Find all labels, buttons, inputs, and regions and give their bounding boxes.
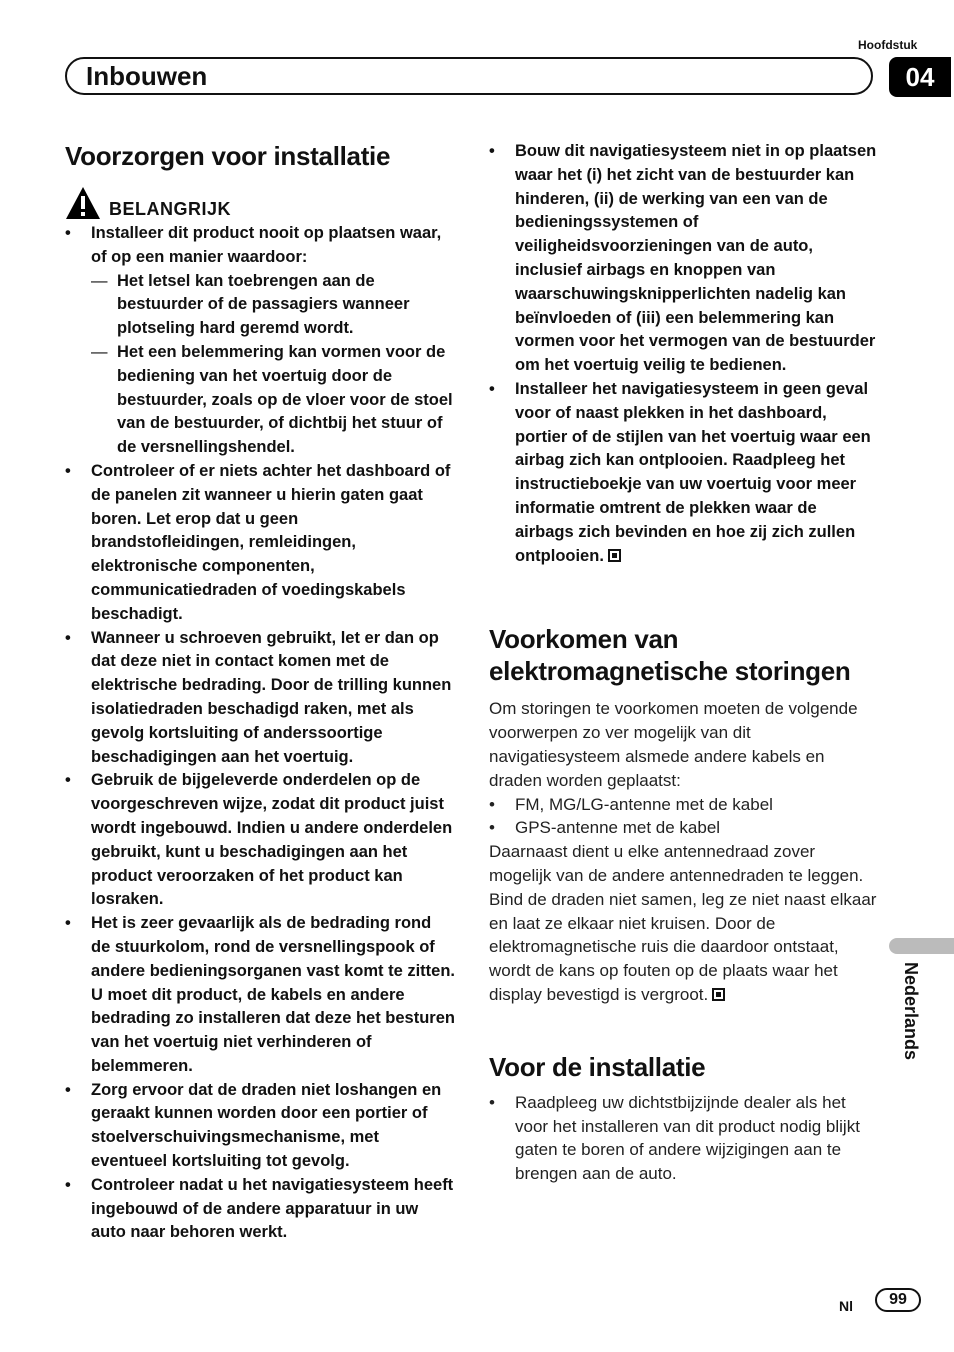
dash-icon: —	[91, 271, 108, 290]
list-item	[489, 816, 879, 840]
bullet-icon: •	[65, 914, 71, 933]
bullet-icon: •	[65, 461, 71, 480]
dash-item-text: Het een belemmering kan vormen voor de bediening van het voertuig door de bestuurder, zoals op de vloer voor de stoel van de bestuurder, of dichtbij het stuur of de versnellingshendel.	[117, 342, 453, 457]
list-item-text: Bouw dit navigatiesysteem niet in op plaatsen waar het (i) het zicht van de bestuurder kan hinderen, (ii) de werking van een van de bedieningssystemen of veiligheidsvoorzieningen van de auto, inclusief airbags en knoppen van waarschuwingsknipperlichten nadelig kan beïnvloeden of (iii) een belemmering kan vormen voor het vermogen van de bestuurder om het voertuig veilig te bedienen.	[515, 142, 877, 375]
bullet-icon: •	[489, 142, 495, 160]
list-item	[65, 1174, 455, 1245]
list-item	[489, 793, 879, 817]
heading-line: elektromagnetische storingen	[489, 656, 851, 687]
list-item-text: Het is zeer gevaarlijk als de bedrading rond de stuurkolom, rond de versnellingspook of andere bedieningsorganen vast komt te zitten. U moet dit product, de kabels en andere bedrading zo installeren dat deze het besturen van het voertuig niet verhinderen of belemmeren.	[91, 914, 455, 1075]
warning-label: BELANGRIJK	[109, 199, 232, 219]
list-item	[489, 378, 879, 568]
dash-item	[91, 270, 455, 341]
list-item-text: Wanneer u schroeven gebruikt, let er dan op dat deze niet in contact komen met de elektrische bedrading. Door de trilling kunnen isolatiedraden beschadigd raken, met als gevolg kortsluiting of anderssoortige beschadigingen aan het voertuig.	[91, 628, 452, 766]
list-item	[65, 460, 455, 627]
body-text: Daarnaast dient u elke antennedraad zover mogelijk van de andere antennedraden te leggen. Bind de draden niet samen, leg ze niet naast elkaar en laat ze elkaar niet kruisen. Door de elektromagnetische ruis die daardoor ontstaat, wordt de kans op fouten op de plaats waar het display bevestigd is vergroot.	[489, 842, 877, 1004]
chapter-title: Inbouwen	[86, 61, 208, 91]
precautions-list	[65, 222, 455, 1245]
language-tab-marker	[889, 938, 954, 954]
list-item	[489, 1091, 879, 1186]
list-item	[489, 140, 879, 378]
end-of-section-icon	[712, 988, 725, 1001]
language-code: Nl	[839, 1298, 853, 1314]
list-item-text: Gebruik de bijgeleverde onderdelen op de voorgeschreven wijze, zodat dit product juist wordt ingebouwd. Indien u andere onderdelen gebruikt, kunt u beschadigingen aan het product veroorzaken of het product kan losraken.	[91, 771, 453, 909]
right-column	[489, 140, 879, 1186]
language-side-label	[897, 962, 927, 1082]
list-item	[65, 912, 455, 1079]
warning-header	[65, 186, 455, 220]
bullet-icon: •	[65, 771, 71, 790]
chapter-number-badge: 04	[889, 57, 951, 97]
dash-icon: —	[91, 342, 108, 361]
list-item-text: Raadpleeg uw dichtstbijzijnde dealer als het voor het installeren van dit product nodig blijkt gaten te boren of andere wijzigingen aan te brengen aan de auto.	[515, 1092, 860, 1184]
chapter-caption: Hoofdstuk	[858, 38, 918, 52]
before-installation-list	[489, 1091, 879, 1186]
list-item	[65, 1079, 455, 1174]
bullet-icon: •	[65, 628, 71, 647]
bullet-icon: •	[489, 379, 495, 398]
list-item-text: Zorg ervoor dat de draden niet loshangen en geraakt kunnen worden door een portier of stoelverschuivingsmechanisme, met eventueel kortsluiting tot gevolg.	[91, 1080, 442, 1171]
section-heading-precautions: Voorzorgen voor installatie	[65, 141, 391, 171]
left-column	[65, 140, 455, 1245]
section-heading-interference	[489, 623, 879, 687]
interference-intro: Om storingen te voorkomen moeten de volgende voorwerpen zo ver mogelijk van dit navigatiesysteem alsmede andere kabels en draden worden geplaatst:	[489, 699, 858, 790]
list-item-text: GPS-antenne met de kabel	[515, 818, 721, 838]
list-item-text: Installeer dit product nooit op plaatsen waar, of op een manier waardoor:	[91, 224, 442, 266]
list-item	[65, 222, 455, 460]
dash-item-text: Het letsel kan toebrengen aan de bestuurder of de passagiers wanneer plotseling hard geremd wordt.	[117, 271, 410, 338]
list-item	[65, 627, 455, 770]
interference-list	[489, 793, 879, 841]
section-heading-before-installation: Voor de installatie	[489, 1051, 706, 1082]
list-item-text: Controleer of er niets achter het dashboard of de panelen zit wanneer u hierin gaten gaat boren. Let erop dat u geen brandstofleidingen, remleidingen, elektronische componenten, communicatiedraden of voedingskabels beschadigt.	[91, 461, 451, 623]
precautions-list-continued	[489, 140, 879, 568]
language-label: Nederlands	[901, 962, 921, 1061]
bullet-icon: •	[65, 1080, 71, 1099]
list-item-text: Installeer het navigatiesysteem in geen geval voor of naast plekken in het dashboard, portier of de stijlen van het voertuig waar een airbag zich kan ontplooien. Raadpleeg het instructieboekje van uw voertuig voor meer informatie omtrent de plekken waar de airbags zich bevinden en hoe zij zich zullen ontplooien.	[515, 379, 871, 565]
bullet-icon: •	[489, 794, 495, 814]
bullet-icon: •	[489, 818, 495, 838]
dash-list	[91, 270, 455, 460]
list-item-text: FM, MG/LG-antenne met de kabel	[515, 794, 773, 814]
interference-body	[489, 840, 879, 1007]
list-item-text: Controleer nadat u het navigatiesysteem heeft ingebouwd of de andere apparatuur in uw auto naar behoren werkt.	[91, 1175, 454, 1242]
dash-item	[91, 341, 455, 460]
bullet-icon: •	[65, 1175, 71, 1194]
bullet-icon: •	[65, 224, 71, 242]
heading-line: Voorkomen van	[489, 624, 679, 655]
bullet-icon: •	[489, 1092, 495, 1112]
warning-triangle-icon	[65, 186, 101, 220]
list-item	[65, 769, 455, 912]
end-of-section-icon	[608, 549, 621, 562]
page-number: 99	[875, 1288, 921, 1312]
